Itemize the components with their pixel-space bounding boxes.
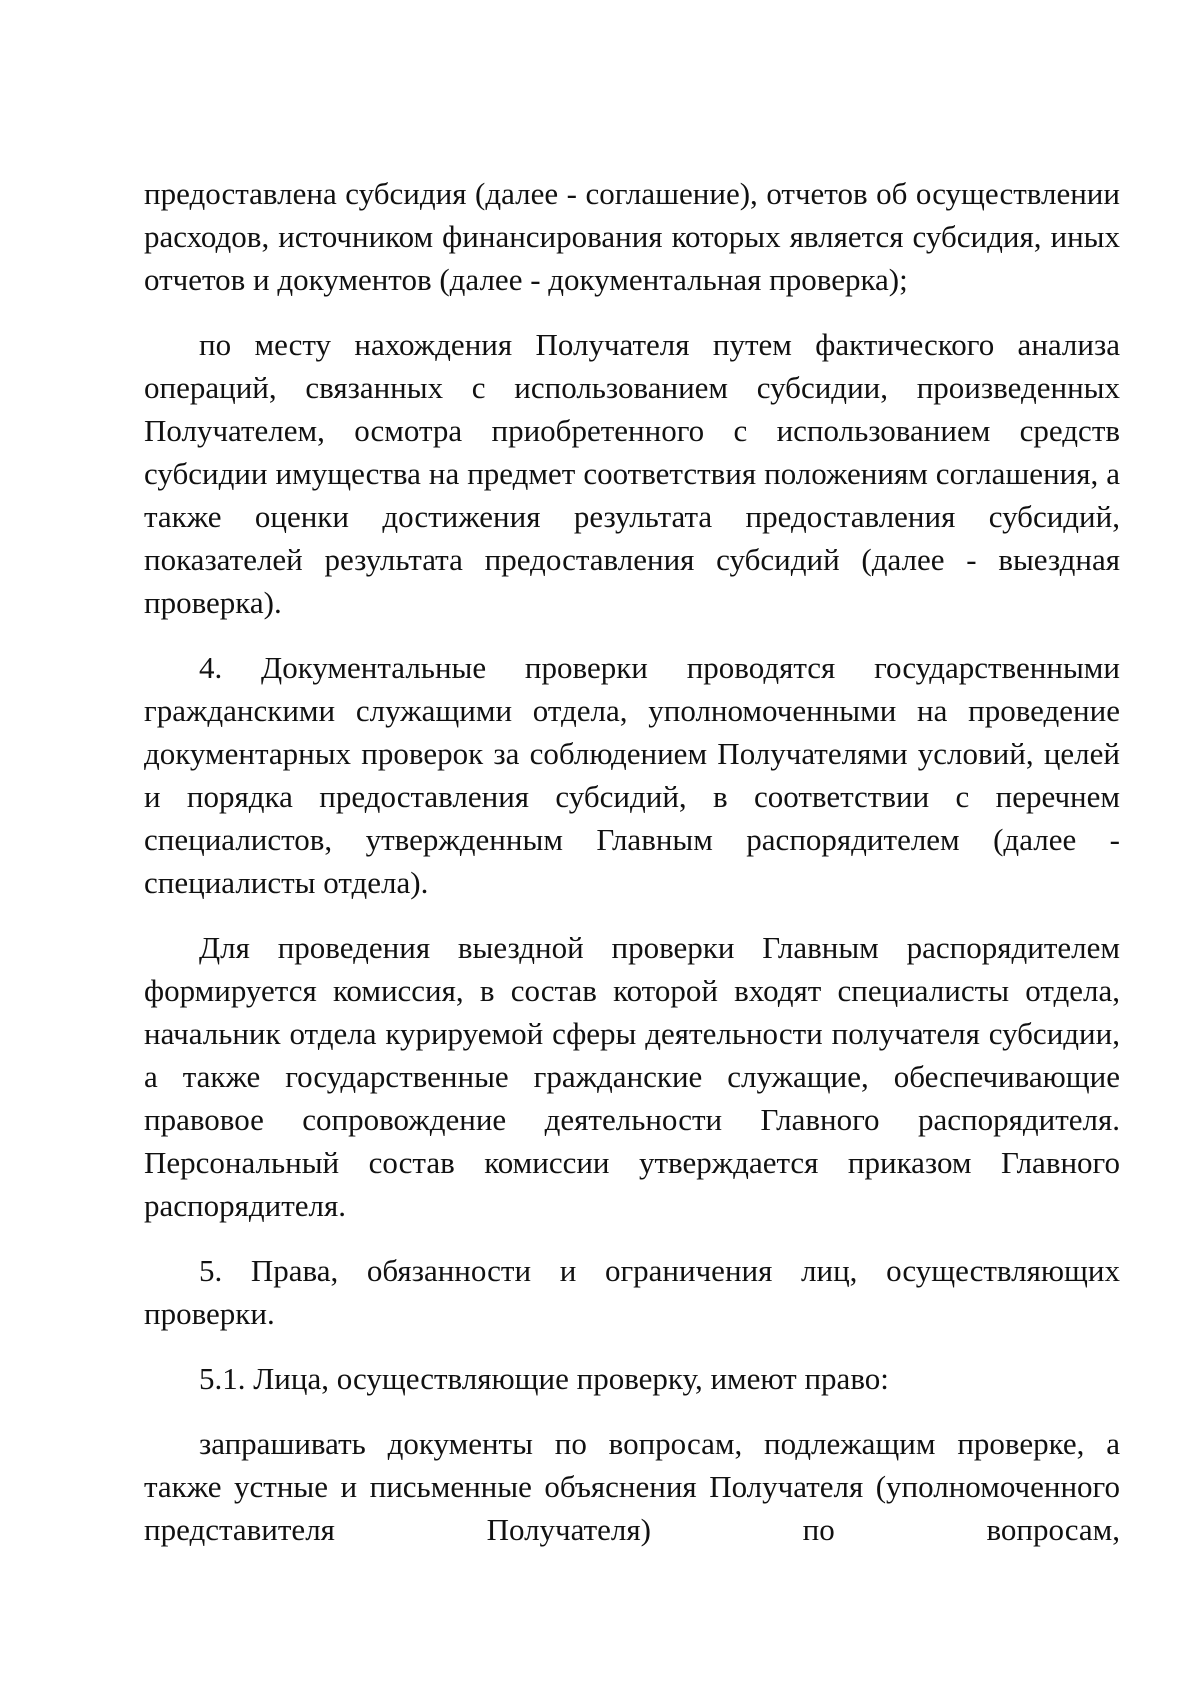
paragraph-item-4: 4. Документальные проверки проводятся государственными гражданскими служащими отдела, уполномоченными на проведение документарных проверок за соблюдением Получателями условий, целей и порядка предоставления субсидий, в соответствии с перечнем специалистов, утвержденным Главным распорядителем (далее - специалисты отдела). bbox=[144, 650, 1120, 900]
paragraph-commission: Для проведения выездной проверки Главным распорядителем формируется комиссия, в состав которой входят специалисты отдела, начальник отдела курируемой сферы деятельности получателя субсидии, а также государственные гражданские служащие, обеспечивающие правовое сопровождение деятельности Главного распорядителя. Персональный состав комиссии утверждается приказом Главного распорядителя. bbox=[144, 930, 1120, 1223]
paragraph-continuation: предоставлена субсидия (далее - соглашение), отчетов об осуществлении расходов, источником финансирования которых является субсидия, иных отчетов и документов (далее - документальная проверка); bbox=[144, 176, 1120, 297]
paragraph-item-5-1: 5.1. Лица, осуществляющие проверку, имеют право: bbox=[199, 1361, 889, 1396]
document-page bbox=[144, 172, 1120, 1573]
paragraph-request-documents: запрашивать документы по вопросам, подлежащим проверке, а также устные и письменные объяснения Получателя (уполномоченного представителя Получателя) по вопросам, bbox=[144, 1426, 1120, 1547]
paragraph-on-site-inspection: по месту нахождения Получателя путем фактического анализа операций, связанных с использованием субсидии, произведенных Получателем, осмотра приобретенного с использованием средств субсидии имущества на предмет соответствия положениям соглашения, а также оценки достижения результата предоставления субсидий, показателей результата предоставления субсидий (далее - выездная проверка). bbox=[144, 327, 1120, 620]
paragraph-item-5: 5. Права, обязанности и ограничения лиц, осуществляющих проверки. bbox=[144, 1253, 1120, 1331]
